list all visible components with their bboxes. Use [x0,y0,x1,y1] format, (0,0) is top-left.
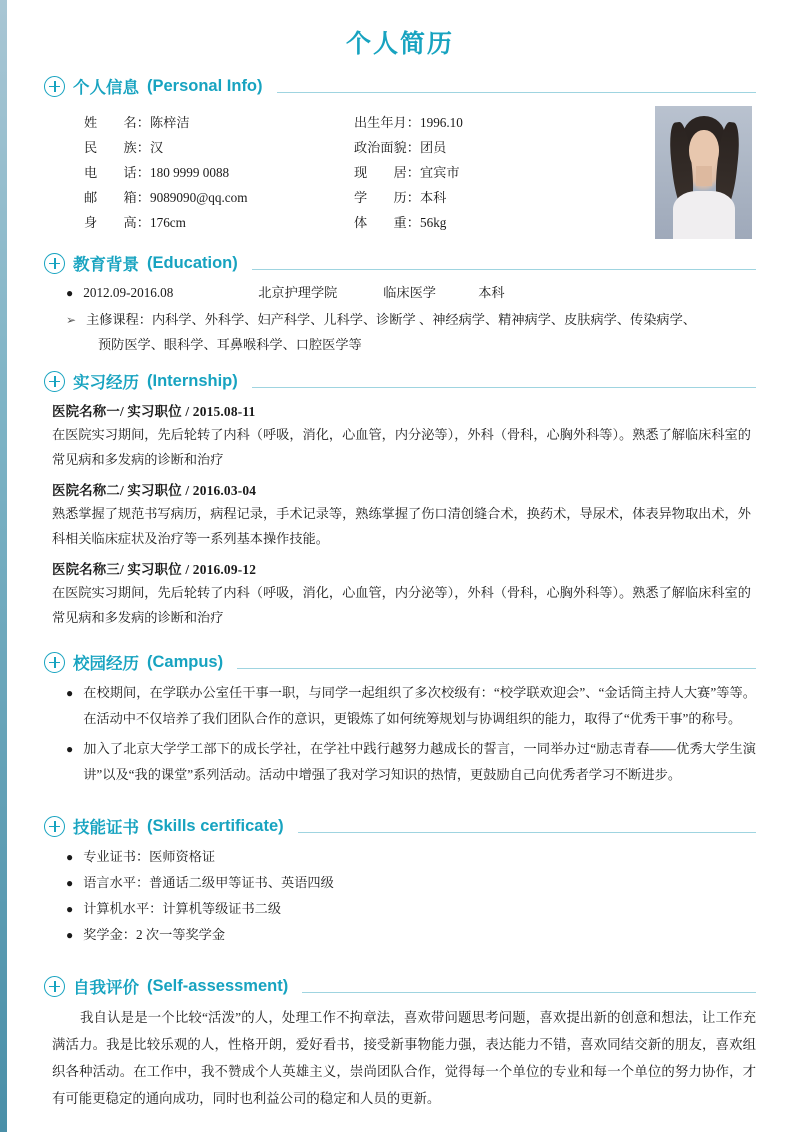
self-assessment-text: 我自认是是一个比较“活泼”的人，处理工作不拘章法，喜欢带问题思考问题，喜欢提出新的创意和想法，让工作充满活力。我是比较乐观的人，性格开朗，爱好看书，接受新事物能力强，表达能力不错，喜欢同结交新的朋友，喜欢组织各种活动。在工作中，我不赞成个人英雄主义，崇尚团队合作，觉得每一个单位的专业和每一个单位的努力协作，才有可能更稳定的通向成功，同时也利益公司的稳定和人员的更新。 [52,1010,756,1106]
section-divider [252,387,756,388]
education-school: 北京护理学院 [258,285,338,300]
courses-line-2: 预防医学、眼科学、耳鼻喉科学、口腔医学等 [98,337,362,352]
info-row [84,160,354,185]
info-label: 出生年月： [354,115,420,130]
internship-body: 熟悉掌握了规范书写病历，病程记录，手术记录等，熟练掌握了伤口清创缝合术，换药术，导尿术，体表异物取出术，外科相关临床症状及治疗等一系列基本操作技能。 [52,506,751,546]
education-courses [66,307,756,332]
bullet-dot-icon: ● [66,850,74,864]
info-row [84,185,354,210]
education-degree: 本科 [478,285,505,300]
info-label: 体 重： [354,215,420,230]
skill-item-text: 专业证书：医师资格证 [83,849,216,864]
personal-info-block [44,106,756,239]
skill-item-text: 奖学金：2 次一等奖学金 [83,927,226,942]
internship-heading: 医院名称二/ 实习职位 / 2016.03-04 [52,483,257,498]
bullet-dot-icon: ● [66,286,74,300]
section-title-skills-en: (Skills certificate) [147,816,284,835]
photo-neck [696,166,712,186]
info-value: 180 9999 0088 [150,165,230,180]
info-label: 学 历： [354,190,420,205]
section-header-internship [44,369,756,393]
courses-line-1: 内科学、外科学、妇产科学、儿科学、诊断学 、神经病学、精神病学、皮肤病学、传染病学、 [152,312,696,327]
section-title-self-en: (Self-assessment) [147,976,289,995]
section-divider [252,269,756,270]
skill-list-item [66,870,756,896]
info-value: 1996.10 [420,115,463,130]
courses-label: 主修课程： [86,312,152,327]
campus-item-text: 在校期间，在学联办公室任干事一职，与同学一起组织了多次校级有：“校学联欢迎会”、“金话筒主持人大赛”等等。在活动中不仅培养了我们团队合作的意识，更锻炼了如何统筹规划与协调组织的能力，取得了“优秀干事”的称号。 [83,685,756,726]
info-label: 电 话： [84,165,150,180]
info-row [84,210,354,235]
section-header-personal [44,74,756,98]
info-value: 宜宾市 [420,165,460,180]
section-title-education-en: (Education) [147,253,238,272]
info-value: 56kg [420,215,447,230]
info-label: 身 高： [84,215,150,230]
profile-photo [655,106,752,239]
info-row [354,210,624,235]
plus-circle-icon [44,371,65,392]
info-label: 现 居： [354,165,420,180]
campus-list-item [66,680,756,732]
info-row [84,135,354,160]
plus-circle-icon [44,816,65,837]
section-title-campus-en: (Campus) [147,652,224,671]
skill-item-text: 语言水平：普通话二级甲等证书、英语四级 [83,875,334,890]
skill-item-text: 计算机水平：计算机等级证书二级 [83,901,282,916]
plus-circle-icon [44,76,65,97]
info-label: 邮 箱： [84,190,150,205]
section-title-personal-en: (Personal Info) [147,76,263,95]
info-value: 9089090@qq.com [150,190,248,205]
info-row [354,135,624,160]
section-header-campus [44,650,756,674]
section-title-internship-en: (Internship) [147,371,238,390]
bullet-dot-icon: ● [66,876,74,890]
info-row [354,110,624,135]
section-title-internship-cn: 实习经历 [73,374,139,392]
personal-info-columns [44,106,655,235]
internship-heading: 医院名称三/ 实习职位 / 2016.09-12 [52,562,257,577]
education-entry [66,281,756,305]
info-value: 团员 [420,140,447,155]
bullet-dot-icon: ● [66,686,74,700]
arrow-bullet-icon: ➢ [66,313,77,327]
education-date: 2012.09-2016.08 [83,285,174,300]
skill-list-item [66,844,756,870]
section-title-personal-cn: 个人信息 [73,79,139,97]
info-value: 本科 [420,190,447,205]
info-row [354,185,624,210]
skill-list-item [66,922,756,948]
bullet-dot-icon: ● [66,928,74,942]
section-header-skills [44,814,756,838]
page-title: 个人简历 [345,30,454,58]
section-title-education-cn: 教育背景 [73,256,139,274]
section-title-self-cn: 自我评价 [73,979,139,997]
section-divider [302,992,756,993]
info-value: 176cm [150,215,186,230]
personal-info-column-right [354,110,624,235]
page-side-accent-bar [0,0,7,1132]
info-value: 汉 [150,140,164,155]
plus-circle-icon [44,976,65,997]
info-row [84,110,354,135]
personal-info-column-left [84,110,354,235]
education-major: 临床医学 [383,285,436,300]
info-label: 民 族： [84,140,150,155]
info-label: 政治面貌： [354,140,420,155]
section-title-campus-cn: 校园经历 [73,655,139,673]
section-header-self-assessment [44,974,756,998]
section-divider [298,832,756,833]
section-divider [277,92,756,93]
section-header-education [44,251,756,275]
campus-list-item [66,736,756,788]
plus-circle-icon [44,652,65,673]
bullet-dot-icon: ● [66,902,74,916]
internship-body: 在医院实习期间，先后轮转了内科（呼吸，消化，心血管，内分泌等），外科（骨科，心胸外科等）。熟悉了解临床科室的常见病和多发病的诊断和治疗 [52,427,751,467]
internship-body: 在医院实习期间，先后轮转了内科（呼吸，消化，心血管，内分泌等），外科（骨科，心胸外科等）。熟悉了解临床科室的常见病和多发病的诊断和治疗 [52,585,751,625]
photo-dress [673,191,735,239]
bullet-dot-icon: ● [66,742,74,756]
section-divider [237,668,756,669]
campus-item-text: 加入了北京大学学工部下的成长学社，在学社中践行越努力越成长的誓言，一同举办过“励志青春——优秀大学生演讲”以及“我的课堂”系列活动。活动中增强了我对学习知识的热情，更鼓励自己向优秀者学习不断进步。 [83,741,756,782]
section-title-skills-cn: 技能证书 [73,819,139,837]
plus-circle-icon [44,253,65,274]
info-row [354,160,624,185]
internship-heading: 医院名称一/ 实习职位 / 2015.08-11 [52,404,256,419]
info-label: 姓 名： [84,115,150,130]
skill-list-item [66,896,756,922]
info-value: 陈梓洁 [150,115,190,130]
